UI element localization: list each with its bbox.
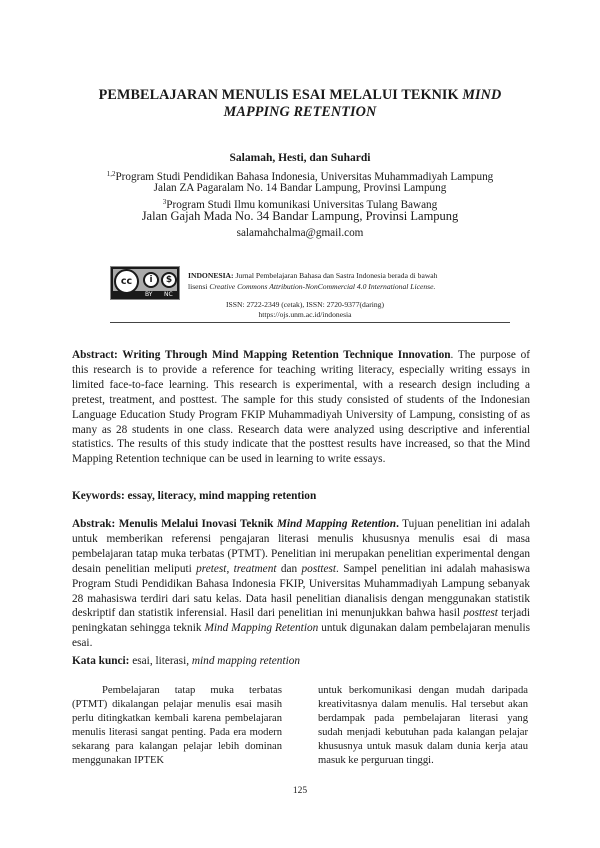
journal-description: Jurnal Pembelajaran Bahasa dan Sastra Indonesia berada di bawah — [233, 271, 438, 280]
page-number: 125 — [292, 786, 308, 796]
cc-by-nc-license-badge — [110, 266, 180, 300]
affiliation-sup: 3 — [162, 198, 167, 206]
affiliation-4 — [70, 209, 530, 223]
cc-icon: cc — [114, 269, 139, 294]
body-text: Pembelajaran tatap muka terbatas (PTMT) dikalangan pelajar menulis esai masih perlu ditingkatkan kembali karena pembelajaran menulis literasi sangat penting. Pada era modern sekarang para kalangan pelajar lebih dominan menggunakan IPTEK — [72, 685, 282, 766]
abstract-english-body: . The purpose of this research is to provide a reference for teaching writing literacy, especially writing essays in limited face-to-face learning. This research is experimental, with a research design including a pretest, treatment, and posttest. The sample for this study consisted of students of the Indonesian Language Education Study Program FKIP Muhammadiyah University of Lampung, consisting of as many as 28 students in one class. Research data were analyzed using descriptive and inferential statistics. The results of this study indicate that the posttest results have increased, so that the Mind Mapping Retention technique can be used in learning to write essays. — [72, 349, 530, 466]
abstract-text: dan — [276, 562, 302, 575]
body-column-right — [318, 684, 528, 768]
license-prefix: lisensi — [188, 282, 210, 291]
authors: Salamah, Hesti, dan Suhardi — [229, 152, 371, 164]
body-column-left — [72, 684, 282, 768]
attribution-icon: i — [143, 272, 159, 288]
abstract-english — [72, 348, 530, 467]
license-statement — [188, 270, 508, 292]
keywords-indonesian — [72, 655, 530, 667]
license-name[interactable]: Creative Commons Attribution-NonCommercial 4.0 International License. — [209, 282, 436, 291]
journal-name: INDONESIA: — [188, 271, 234, 280]
issn-text: ISSN: 2722-2349 (cetak), ISSN: 2720-9377(daring) — [226, 300, 384, 309]
affiliation-text: Program Studi Ilmu komunikasi Universitas Tulang Bawang — [166, 199, 438, 211]
affiliation-text: Jalan Gajah Mada No. 34 Bandar Lampung, Provinsi Lampung — [141, 209, 459, 223]
label-plain: Abstrak: Menulis Melalui Inovasi Teknik — [72, 518, 277, 530]
abstract-indonesian — [72, 517, 530, 651]
affiliation-text: Jalan ZA Pagaralam No. 14 Bandar Lampung, Provinsi Lampung — [153, 182, 447, 194]
abstract-italic: Mind Mapping Retention — [204, 622, 319, 635]
title-italic-1: MIND — [462, 87, 502, 103]
title-line1: PEMBELAJARAN MENULIS ESAI MELALUI TEKNIK — [98, 87, 463, 103]
label-end: . — [396, 518, 399, 530]
nc-label: NC — [164, 291, 173, 298]
abstract-text: . Sampel penelitian ini adalah mahasiswa Program Studi Pendidikan Bahasa Indonesia FKIP, Universitas Muhammadiyah Lampung sebanyak 28 mahasiswa terdiri dari satu kelas. Data hasil penelitian dianalisis dengan menggunakan statistik deskriptif dan statistik inferensial. Hasil dari penelitian ini menunjukkan bahwa hasil — [72, 562, 531, 620]
affiliation-sup: 1,2 — [106, 170, 116, 178]
abstract-text: Tujuan penelitian ini adalah untuk memberikan referensi pengajaran literasi menulis khususnya menulis esai di masa pembelajaran tatap muka terbatas (PTMT). Penelitian ini merupakan penelitian experimental dengan desain penelitian meliputi — [72, 518, 530, 575]
journal-url-link[interactable]: https://ojs.unm.ac.id/indonesia — [258, 310, 352, 319]
author-email — [70, 226, 530, 240]
title-italic-2: MAPPING RETENTION — [223, 104, 377, 120]
abstract-italic: posttest — [301, 562, 337, 575]
abstract-indonesian-label — [72, 518, 399, 530]
abstract-italic: posttest — [463, 607, 498, 620]
abstract-text: , — [226, 562, 234, 575]
abstract-english-label: Abstract: Writing Through Mind Mapping Retention Technique Innovation — [72, 349, 451, 361]
issn-block — [190, 300, 420, 320]
by-label: BY — [145, 291, 153, 298]
email-text: salamahchalma@gmail.com — [236, 227, 364, 239]
abstract-italic: pretest — [196, 562, 227, 575]
abstract-italic: treatment — [233, 562, 277, 575]
header-divider — [110, 322, 510, 323]
keywords-label: Kata kunci: — [72, 655, 130, 667]
body-text: untuk berkomunikasi dengan mudah daripada kreativitasnya dalam menulis. Hal tersebut akan berdampak pada pembelajaran literasi yang sudah menjadi kebutuhan pada kalangan pelajar khususnya untuk masuk dalam dunia kerja atau masuk ke perguruan tinggi. — [318, 685, 528, 766]
keywords-plain: esai, literasi, — [129, 655, 192, 667]
abstract-text: terjadi peningkatan sehingga teknik — [72, 607, 530, 635]
abstract-text: untuk digunakan dalam pembelajaran menulis esai. — [72, 622, 530, 650]
noncommercial-icon: $ — [161, 272, 177, 288]
affiliation-text: Program Studi Pendidikan Bahasa Indonesia, Universitas Muhammadiyah Lampung — [115, 171, 494, 183]
keywords-english: Keywords: essay, literacy, mind mapping retention — [72, 490, 317, 502]
label-italic: Mind Mapping Retention — [276, 518, 397, 530]
affiliation-2 — [70, 181, 530, 195]
keywords-italic: mind mapping retention — [191, 655, 301, 667]
paper-title — [70, 87, 530, 121]
